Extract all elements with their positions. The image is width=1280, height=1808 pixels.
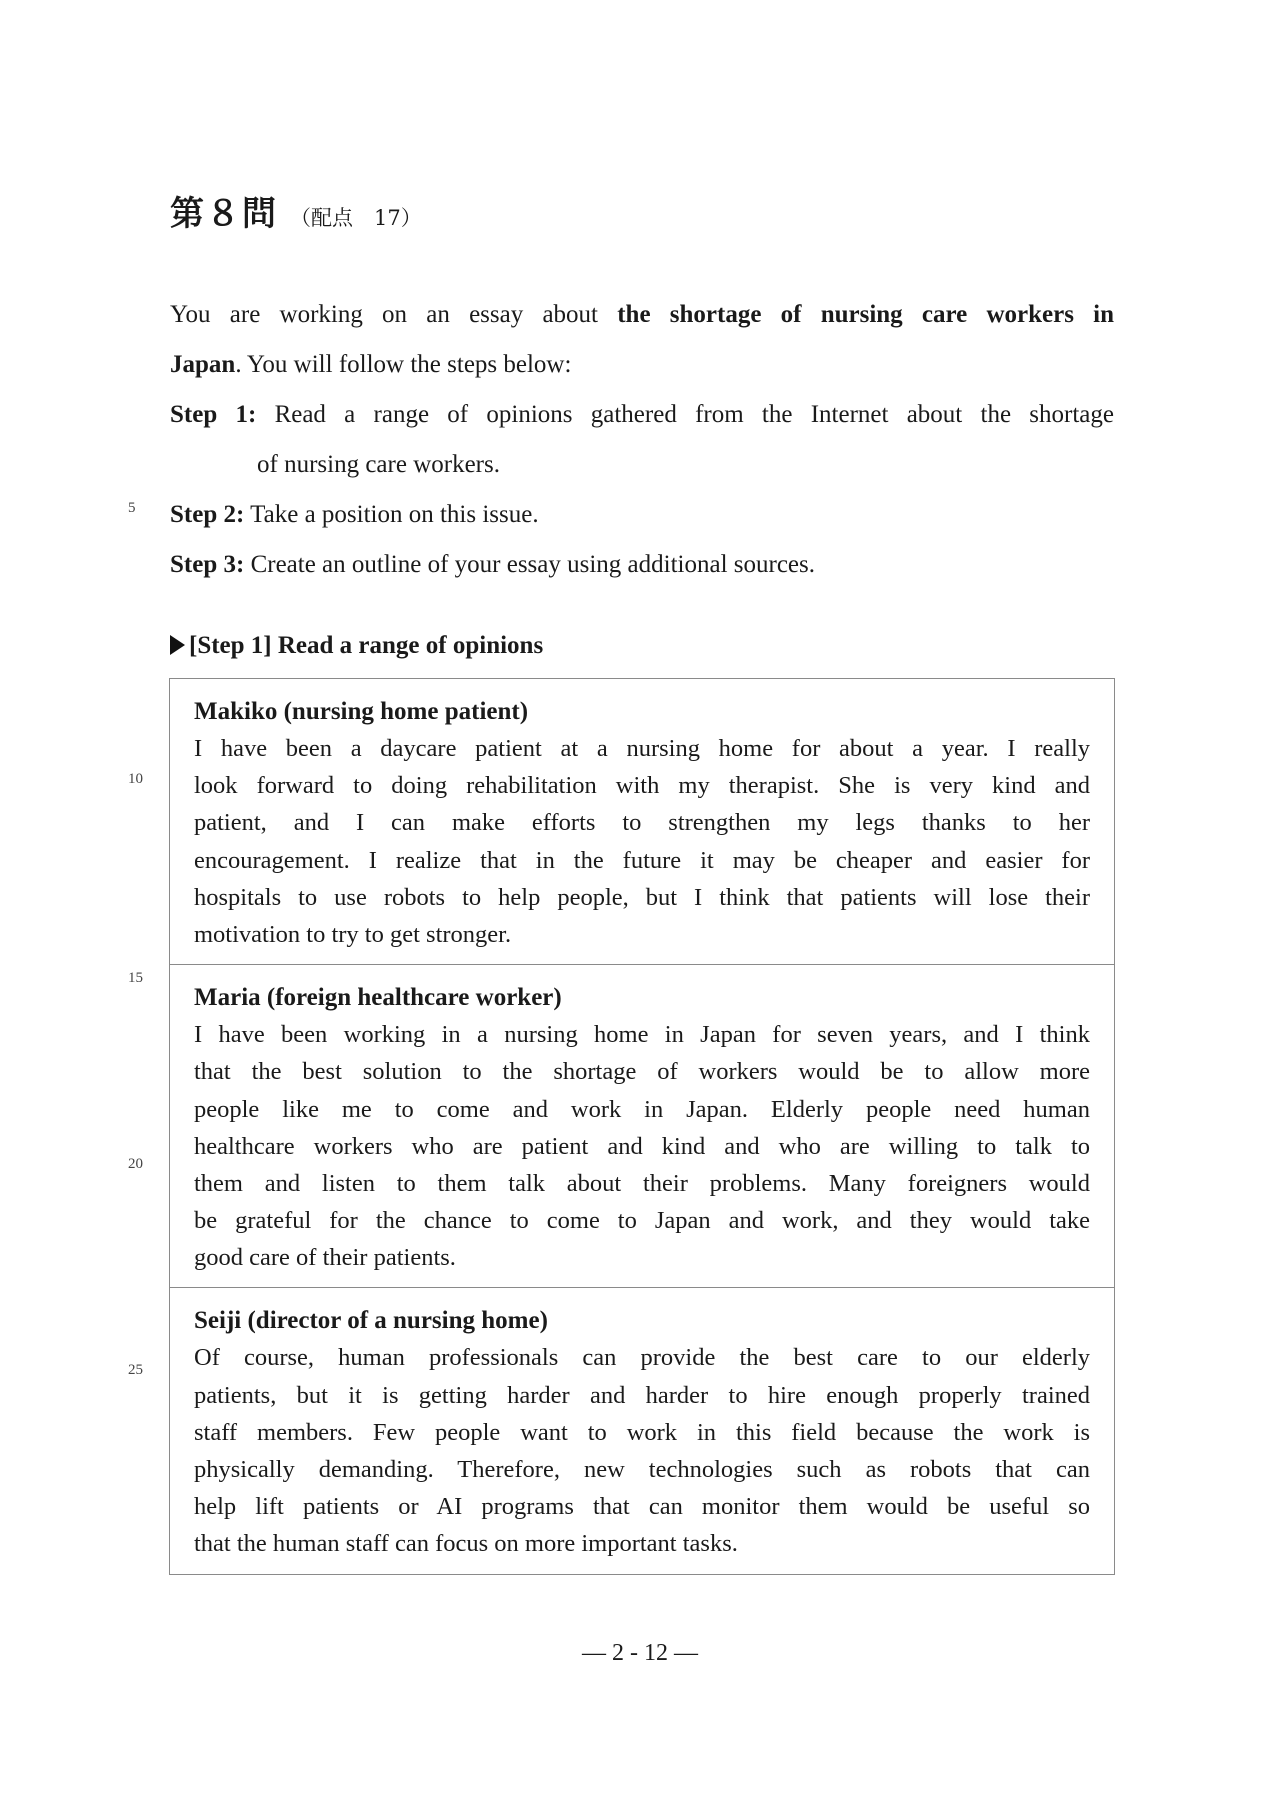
opinions-box bbox=[169, 678, 1115, 1575]
opinion-line: patient, and I can make efforts to strengthen my legs thanks to her bbox=[194, 809, 1090, 837]
opinion-seiji bbox=[170, 1288, 1114, 1573]
opinion-line: motivation to try to get stronger. bbox=[194, 920, 512, 948]
line-number: 20 bbox=[128, 1156, 143, 1172]
question-heading bbox=[170, 186, 422, 235]
opinion-line: that the human staff can focus on more important tasks. bbox=[194, 1530, 738, 1558]
opinion-line: healthcare workers who are patient and kind and who are willing to talk to bbox=[194, 1132, 1090, 1160]
intro-line-2 bbox=[170, 340, 1114, 390]
opinion-line: look forward to doing rehabilitation with my therapist. She is very kind and bbox=[194, 772, 1090, 800]
opinion-line: that the best solution to the shortage of workers would be to allow more bbox=[194, 1058, 1090, 1086]
step-3-label: Step 3: bbox=[170, 551, 245, 578]
opinion-makiko bbox=[170, 679, 1114, 965]
opinion-line: I have been a daycare patient at a nursing home for about a year. I really bbox=[194, 735, 1090, 762]
opinion-line: patients, but it is getting harder and harder to hire enough properly trained bbox=[194, 1381, 1090, 1409]
triangle-arrow-icon bbox=[170, 635, 185, 655]
essay-topic-end: Japan bbox=[170, 351, 236, 378]
opinion-line: Of course, human professionals can provide the best care to our elderly bbox=[194, 1344, 1090, 1372]
step-1-text: Read a range of opinions gathered from the Internet about the shortage bbox=[256, 401, 1114, 428]
opinion-line: them and listen to them talk about their problems. Many foreigners would bbox=[194, 1169, 1090, 1197]
opinion-author: Makiko (nursing home patient) bbox=[194, 698, 529, 725]
opinion-line: people like me to come and work in Japan. Elderly people need human bbox=[194, 1095, 1090, 1123]
line-number: 10 bbox=[128, 771, 143, 787]
intro-line-1 bbox=[170, 290, 1114, 340]
step-1-heading bbox=[170, 626, 543, 666]
intro-line-1-text: You are working on an essay about bbox=[170, 301, 618, 328]
line-number: 25 bbox=[128, 1362, 143, 1378]
opinion-line: be grateful for the chance to come to Japan and work, and they would take bbox=[194, 1207, 1090, 1235]
line-number: 5 bbox=[128, 500, 136, 516]
step-3-line bbox=[170, 540, 1114, 590]
step-2-line bbox=[170, 490, 1114, 540]
opinion-line: staff members. Few people want to work in this field because the work is bbox=[194, 1418, 1090, 1446]
step-1-continuation: of nursing care workers. bbox=[257, 451, 500, 478]
intro-line-2-text: . You will follow the steps below: bbox=[235, 351, 572, 378]
essay-topic: the shortage of nursing care workers in bbox=[617, 301, 1114, 328]
opinion-line: help lift patients or AI programs that can monitor them would be useful so bbox=[194, 1493, 1090, 1521]
step-2-text: Take a position on this issue. bbox=[244, 501, 539, 528]
step-1-label: Step 1: bbox=[170, 401, 257, 428]
line-number: 15 bbox=[128, 970, 143, 986]
step-1-line bbox=[170, 390, 1114, 440]
opinion-author: Maria (foreign healthcare worker) bbox=[194, 984, 562, 1012]
question-points: （配点 17） bbox=[290, 206, 422, 230]
opinion-author: Seiji (director of a nursing home) bbox=[194, 1307, 548, 1335]
opinion-line: I have been working in a nursing home in Japan for seven years, and I think bbox=[194, 1021, 1090, 1049]
opinion-line: hospitals to use robots to help people, but I think that patients will lose their bbox=[194, 883, 1090, 911]
opinion-line: encouragement. I realize that in the future it may be cheaper and easier for bbox=[194, 846, 1090, 874]
page-number: — 2 - 12 — bbox=[582, 1640, 698, 1666]
step-3-text: Create an outline of your essay using additional sources. bbox=[244, 551, 816, 578]
step-1-heading-text: [Step 1] Read a range of opinions bbox=[189, 632, 544, 659]
intro-text bbox=[170, 290, 1114, 590]
step-2-label: Step 2: bbox=[170, 501, 245, 528]
question-title: 第８問 bbox=[170, 194, 278, 234]
opinion-maria bbox=[170, 965, 1114, 1288]
opinion-line: good care of their patients. bbox=[194, 1244, 456, 1272]
opinion-line: physically demanding. Therefore, new technologies such as robots that can bbox=[194, 1456, 1090, 1483]
